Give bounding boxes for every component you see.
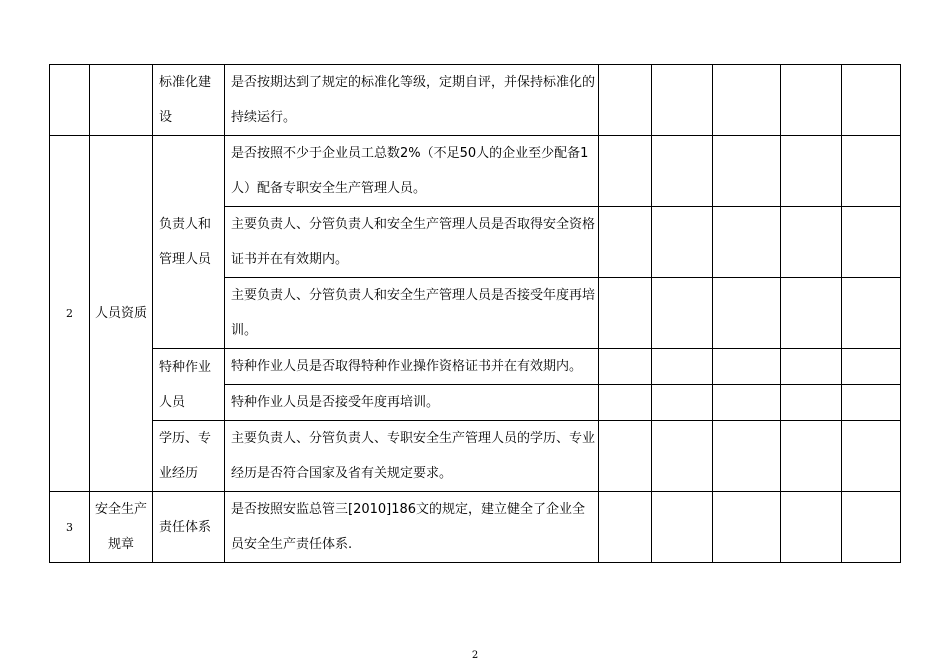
result-cell[interactable] <box>652 136 713 207</box>
subcategory-cell: 责任体系 <box>153 492 225 563</box>
row-number-cell: 2 <box>50 136 90 492</box>
result-cell[interactable] <box>781 207 842 278</box>
row-number-cell <box>50 65 90 136</box>
result-cell[interactable] <box>713 278 781 349</box>
result-cell[interactable] <box>713 207 781 278</box>
result-cell[interactable] <box>781 349 842 385</box>
result-cell[interactable] <box>713 136 781 207</box>
subcategory-cell: 学历、专业经历 <box>153 421 225 492</box>
check-item-cell: 特种作业人员是否取得特种作业操作资格证书并在有效期内。 <box>225 349 599 385</box>
result-cell[interactable] <box>713 385 781 421</box>
table-row <box>50 65 901 136</box>
result-cell[interactable] <box>842 136 901 207</box>
category-cell: 安全生产规章 <box>90 492 153 563</box>
result-cell[interactable] <box>842 385 901 421</box>
result-cell[interactable] <box>842 65 901 136</box>
result-cell[interactable] <box>781 492 842 563</box>
result-cell[interactable] <box>599 136 652 207</box>
result-cell[interactable] <box>781 65 842 136</box>
result-cell[interactable] <box>842 207 901 278</box>
result-cell[interactable] <box>842 421 901 492</box>
check-item-cell: 主要负责人、分管负责人和安全生产管理人员是否取得安全资格证书并在有效期内。 <box>225 207 599 278</box>
inspection-table <box>49 64 901 563</box>
subcategory-cell: 标准化建设 <box>153 65 225 136</box>
result-cell[interactable] <box>652 349 713 385</box>
check-item-cell: 是否按期达到了规定的标准化等级，定期自评，并保持标准化的持续运行。 <box>225 65 599 136</box>
result-cell[interactable] <box>713 349 781 385</box>
result-cell[interactable] <box>599 421 652 492</box>
result-cell[interactable] <box>713 421 781 492</box>
result-cell[interactable] <box>781 278 842 349</box>
table-row <box>50 349 901 385</box>
result-cell[interactable] <box>842 278 901 349</box>
check-item-cell: 是否按照不少于企业员工总数2%（不足50人的企业至少配备1人）配备专职安全生产管理人员。 <box>225 136 599 207</box>
row-number-cell: 3 <box>50 492 90 563</box>
result-cell[interactable] <box>781 385 842 421</box>
check-item-cell: 主要负责人、分管负责人、专职安全生产管理人员的学历、专业经历是否符合国家及省有关规定要求。 <box>225 421 599 492</box>
result-cell[interactable] <box>842 492 901 563</box>
result-cell[interactable] <box>842 349 901 385</box>
result-cell[interactable] <box>599 65 652 136</box>
check-item-cell: 特种作业人员是否接受年度再培训。 <box>225 385 599 421</box>
result-cell[interactable] <box>599 278 652 349</box>
subcategory-cell: 特种作业人员 <box>153 349 225 421</box>
result-cell[interactable] <box>599 492 652 563</box>
page-number: 2 <box>471 650 479 661</box>
result-cell[interactable] <box>781 136 842 207</box>
result-cell[interactable] <box>713 492 781 563</box>
category-cell <box>90 65 153 136</box>
table-row <box>50 421 901 492</box>
result-cell[interactable] <box>652 385 713 421</box>
result-cell[interactable] <box>652 278 713 349</box>
result-cell[interactable] <box>652 421 713 492</box>
result-cell[interactable] <box>652 207 713 278</box>
check-item-cell: 是否按照安监总管三[2010]186文的规定，建立健全了企业全员安全生产责任体系. <box>225 492 599 563</box>
result-cell[interactable] <box>599 349 652 385</box>
result-cell[interactable] <box>652 65 713 136</box>
table-row <box>50 136 901 207</box>
check-item-cell: 主要负责人、分管负责人和安全生产管理人员是否接受年度再培训。 <box>225 278 599 349</box>
subcategory-cell: 负责人和管理人员 <box>153 136 225 349</box>
result-cell[interactable] <box>599 207 652 278</box>
category-cell: 人员资质 <box>90 136 153 492</box>
result-cell[interactable] <box>781 421 842 492</box>
result-cell[interactable] <box>652 492 713 563</box>
result-cell[interactable] <box>599 385 652 421</box>
table-row <box>50 492 901 563</box>
result-cell[interactable] <box>713 65 781 136</box>
